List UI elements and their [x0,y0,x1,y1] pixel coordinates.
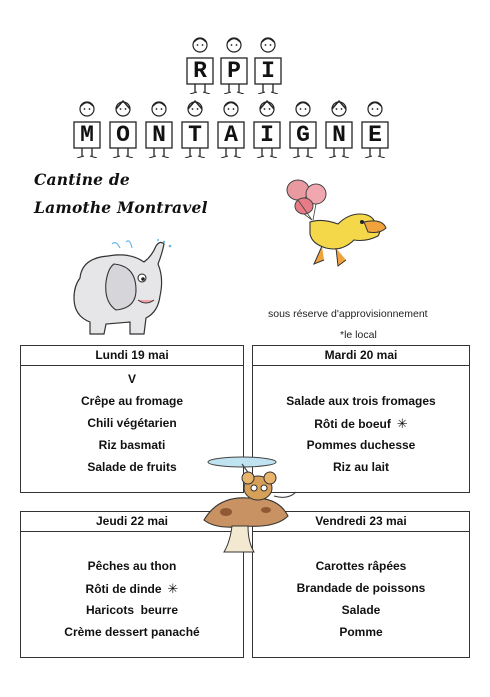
supply-notice: sous réserve d'approvisionnement [268,308,428,320]
elephant-illustration [60,238,178,338]
day-header: Jeudi 22 mai [21,512,243,532]
menu-item: Pomme [339,625,383,639]
mouse-mushroom-illustration [196,452,304,556]
menu-item: Haricots beurre [85,603,179,617]
title-letter: N [332,122,346,148]
title-letter: G [296,122,310,148]
elephant-icon [60,238,178,338]
kid-letter [360,100,390,158]
title-letter: I [260,122,274,148]
menu-item [21,581,243,597]
menu-item: Riz au lait [332,460,389,474]
kid-letter [216,100,246,158]
duck-balloons-icon [282,178,392,273]
menu-item: Pêches au thon [87,559,177,573]
menu-item: Salade aux trois fromages [286,394,436,408]
title-montaigne [0,100,490,160]
kid-letter [253,36,283,94]
kid-letter [219,36,249,94]
kid-letter [288,100,318,158]
title-letter: E [368,122,382,148]
title-letter: T [188,122,202,148]
vegetarian-tag: V [127,372,136,386]
menu-item-label: Rôti de dinde [85,582,162,596]
cantine-line-1: Cantine de [34,170,130,189]
menu-item: Salade de fruits [87,460,177,474]
day-header: Mardi 20 mai [253,346,469,366]
kid-letter [72,100,102,158]
menu-item: Salade [341,603,381,617]
menu-item: Pommes duchesse [306,438,416,452]
title-letter: M [80,122,94,148]
title-letter: I [261,58,275,84]
day-header: Lundi 19 mai [21,346,243,366]
menu-item: Crème dessert panaché [64,625,200,639]
kid-letter [185,36,215,94]
kid-letter [252,100,282,158]
duck-balloons-illustration [282,178,392,273]
title-letter: A [224,122,238,148]
kid-letter [108,100,138,158]
title-letter: P [227,58,241,84]
kid-letter [324,100,354,158]
title-rpi [0,36,490,96]
kid-letter [144,100,174,158]
menu-item: Crêpe au fromage [80,394,184,408]
menu-item: Brandade de poissons [296,581,426,595]
title-letter: N [152,122,166,148]
menu-item: Chili végétarien [87,416,177,430]
local-notice: *le local [340,329,377,341]
local-star-icon: ✳ [396,416,408,431]
mouse-mushroom-icon [196,452,304,556]
menu-item: Carottes râpées [315,559,407,573]
kid-letter [180,100,210,158]
menu-item-label: Rôti de boeuf [314,417,391,431]
title-letter: R [193,58,207,84]
menu-item: Riz basmati [98,438,166,452]
title-letter: O [116,122,130,148]
cantine-line-2: Lamothe Montravel [34,198,208,217]
local-star-icon: ✳ [167,581,179,596]
day-header: Vendredi 23 mai [253,512,469,532]
menu-item [253,416,469,432]
